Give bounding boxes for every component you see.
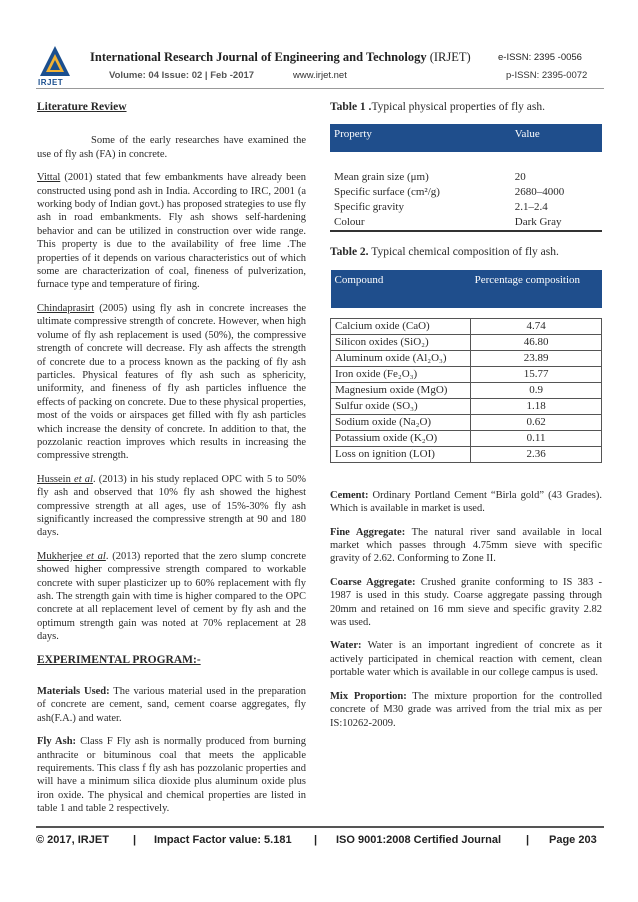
- paragraph-coarse-aggregate: Coarse Aggregate: Crushed granite conforming to IS 383 - 1987 is used in this study. Coarse aggregate passing through 20mm and retained on 16 mm sieve and specific gravity 2.82 was used.: [330, 576, 603, 629]
- p-issn: p-ISSN: 2395-0072: [506, 70, 588, 81]
- paragraph-vittal: Vittal (2001) stated that few embankments have already been constructed using pond ash in India. According to IRC, 2001 (a working body of Indian govt.) has proposed strategies to use fly ash in road embankments. Fly ash shows self-hardening behavior and can be utilized in construction over wide range. This property is due to the availability of free lime .The properties of it depends on various characteristics out of which some are characterization of coal, fineness of pulverization, furnace type and temperature of firing.: [37, 172, 306, 291]
- footer-iso: ISO 9001:2008 Certified Journal: [336, 834, 502, 846]
- table-row: Loss on ignition (LOI) 2.36: [331, 446, 602, 462]
- footer-separator: |: [314, 834, 318, 846]
- paragraph-cement: Cement: Ordinary Portland Cement “Birla gold” (43 Grades). Which is available in market is used.: [330, 489, 602, 515]
- footer-impact-factor: Impact Factor value: 5.181: [154, 834, 292, 846]
- literature-review-heading: Literature Review: [37, 101, 127, 113]
- table-row: Potassium oxide (K₂O) 0.11: [331, 430, 602, 446]
- table-row: Colour Dark Gray: [330, 215, 602, 231]
- right-column: [330, 101, 602, 740]
- page-header: [0, 0, 638, 92]
- footer-separator: |: [133, 834, 137, 846]
- table-row: Specific gravity 2.1–2.4: [334, 201, 548, 214]
- paragraph-fly-ash: Fly Ash: Class F Fly ash is normally produced from burning anthracite or bituminous coal that meets the applicable requirements. This class f fly ash has pozzolanic properties and will have a minimum silica dioxide plus aluminum oxide plus iron oxide. The physical and chemical properties are listed in table 1 and table 2 respectively.: [37, 736, 306, 815]
- table2-header-compound: Compound: [331, 270, 471, 308]
- materials-description: [330, 489, 602, 730]
- paragraph-mix-proportion: Mix Proportion: The mixture proportion for the controlled concrete of M30 grade was arrived from the trial mix as per IS:10262-2009.: [330, 690, 602, 729]
- table-row: Mean grain size (μm) 20: [334, 171, 526, 184]
- paragraph-fine-aggregate: Fine Aggregate: The natural river sand available in local market which passes through 4.75mm sieve with specific gravity of 2.62. Conforming to Zone II.: [330, 526, 602, 565]
- paragraph-chindaprasirt: Chindaprasirt (2005) using fly ash in concrete increases the ultimate compressive strength of concrete. However, when high volume of fly ash replacement is used (50%), the compressive strength of concrete will decrease. Fly ash affects the strength of concrete due to a process known as the packing of fly ash particles. Physical features of fly ash such as sphericity, uniformity, and fineness of fly ash particles influence the effects of packing on concrete. Due to these physical properties, most of the voids or airspaces get filled with fly ash particles which increase the density of concrete. In addition to that, the pozzolanic reaction improves which results in increasing the compressive strength.: [37, 302, 306, 462]
- logo-text: IRJET: [38, 78, 64, 87]
- paragraph-hussein: Hussein et al. (2013) in his study replaced OPC with 5 to 50% fly ash and observed that 10% fly ash showed the highest compressive strength at all ages, use of 15%-30% fly ash significantly increased the compressive strength at 90 and 180 days.: [37, 473, 306, 539]
- table-row: Magnesium oxide (MgO) 0.9: [331, 382, 602, 398]
- table1-caption: Table 1 .Typical physical properties of fly ash.: [330, 101, 545, 113]
- table-row: Sulfur oxide (SO₃) 1.18: [331, 398, 602, 414]
- header-divider: [36, 88, 604, 89]
- table-row: Calcium oxide (CaO) 4.74: [331, 318, 602, 334]
- experimental-program-heading: EXPERIMENTAL PROGRAM:-: [37, 653, 201, 666]
- volume-issue: Volume: 04 Issue: 02 | Feb -2017: [109, 70, 255, 81]
- table-row: Specific surface (cm²/g) 2680–4000: [334, 186, 565, 199]
- e-issn: e-ISSN: 2395 -0056: [498, 52, 582, 63]
- footer-divider: [36, 826, 604, 828]
- table1-header-property: Property: [330, 124, 511, 152]
- table-physical-properties: [330, 124, 602, 232]
- table-row: Silicon oxides (SiO₂) 46.80: [331, 334, 602, 350]
- left-column: [37, 101, 306, 826]
- table1-header-value: Value: [511, 124, 602, 152]
- table2-header-percentage: Percentage composition: [471, 270, 602, 308]
- table-chemical-composition: [330, 270, 602, 463]
- journal-abbr: (IRJET): [429, 50, 471, 64]
- paragraph-mukherjee: Mukherjee et al. (2013) reported that the zero slump concrete showed higher compressive strength compared to workable concrete with super plasticizer up to 60% replacement with fly ash. The strength gain with time is higher compared to the OPC concrete at all replacement level of cement by fly ash and the optimum strength gain was noted at 70% replacement at 28 days.: [37, 550, 307, 643]
- footer-page-number: Page 203: [549, 834, 597, 846]
- literature-intro: Some of the early researches have examined the use of fly ash (FA) in concrete.: [37, 135, 306, 160]
- website-link[interactable]: www.irjet.net: [293, 70, 347, 81]
- journal-title: International Research Journal of Engineering and Technology (IRJET): [90, 50, 471, 64]
- table-row: Aluminum oxide (Al₂O₃) 23.89: [331, 350, 602, 366]
- footer-separator: |: [526, 834, 530, 846]
- footer-copyright: © 2017, IRJET: [36, 834, 109, 846]
- paragraph-materials: Materials Used: The various material used in the preparation of concrete are cement, sand, cement coarse aggregates, fly ash(F.A.) and water.: [37, 686, 306, 724]
- table-row: Iron oxide (Fe₂O₃) 15.77: [331, 366, 602, 382]
- table-row: Sodium oxide (Na₂O) 0.62: [331, 414, 602, 430]
- paragraph-water: Water: Water is an important ingredient of concrete as it actively participated in chemical reaction with cement, clean portable water which is available in our college campus is used.: [330, 640, 602, 679]
- table2-caption: Table 2. Typical chemical composition of fly ash.: [330, 246, 559, 259]
